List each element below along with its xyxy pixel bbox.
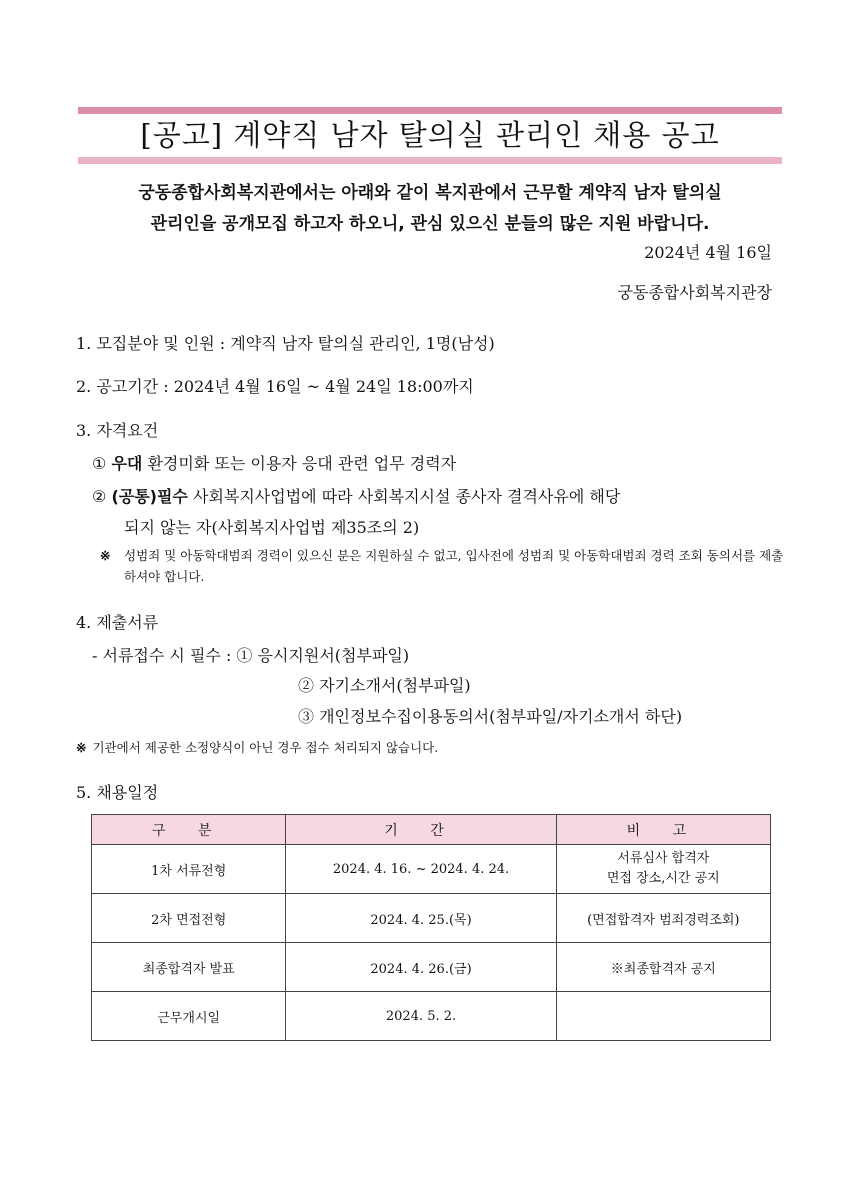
title-bar-bottom xyxy=(78,157,782,164)
stage-cell: 최종합격자 발표 xyxy=(92,943,286,992)
qualification-item-2-continued: 되지 않는 자(사회복지사업법 제35조의 2) xyxy=(124,518,420,537)
notice-date: 2024년 4월 16일 xyxy=(644,243,772,262)
signature: 궁동종합사회복지관장 xyxy=(617,283,772,302)
title-bar-top xyxy=(78,107,782,114)
note-mark: ※ xyxy=(100,548,111,563)
qualification-note xyxy=(100,545,784,587)
item-bold-label: (공통)필수 xyxy=(111,487,188,506)
header-note: 비 고 xyxy=(556,815,770,845)
table-row xyxy=(92,845,771,894)
section-qualifications: 3. 자격요건 xyxy=(76,421,159,440)
section-recruitment: 1. 모집분야 및 인원 : 계약직 남자 탈의실 관리인, 1명(남성) xyxy=(76,334,495,353)
document-item-3: ③ 개인정보수집이용동의서(첨부파일/자기소개서 하단) xyxy=(298,707,683,726)
document-item-2: ② 자기소개서(첨부파일) xyxy=(298,676,471,695)
documents-note xyxy=(76,738,438,756)
note-cell: (면접합격자 범죄경력조회) xyxy=(556,894,770,943)
intro-line-2: 관리인을 공개모집 하고자 하오니, 관심 있으신 분들의 많은 지원 바랍니다. xyxy=(150,214,710,234)
header-stage: 구 분 xyxy=(92,815,286,845)
item-text: 환경미화 또는 이용자 응대 관련 업무 경력자 xyxy=(147,454,457,473)
header-period: 기 간 xyxy=(286,815,556,845)
document-item-1: - 서류접수 시 필수 : ① 응시지원서(첨부파일) xyxy=(92,646,410,665)
qualification-item-2 xyxy=(92,484,620,507)
schedule-table xyxy=(91,814,771,1041)
period-cell: 2024. 4. 26.(금) xyxy=(286,943,556,992)
table-header-row xyxy=(92,815,771,845)
stage-cell: 2차 면접전형 xyxy=(92,894,286,943)
table-row xyxy=(92,894,771,943)
note-text: 성범죄 및 아동학대범죄 경력이 있으신 분은 지원하실 수 없고, 입사전에 성범죄 및 아동학대범죄 경력 조회 동의서를 제출하셔야 합니다. xyxy=(124,548,784,584)
note-cell: ※최종합격자 공지 xyxy=(556,943,770,992)
item-bold-label: 우대 xyxy=(111,454,143,473)
section-period: 2. 공고기간 : 2024년 4월 16일 ~ 4월 24일 18:00까지 xyxy=(76,377,474,396)
period-cell: 2024. 4. 25.(목) xyxy=(286,894,556,943)
table-row xyxy=(92,992,771,1041)
period-cell: 2024. 4. 16. ~ 2024. 4. 24. xyxy=(286,845,556,894)
section-documents: 4. 제출서류 xyxy=(76,613,159,632)
stage-cell: 근무개시일 xyxy=(92,992,286,1041)
stage-cell: 1차 서류전형 xyxy=(92,845,286,894)
note-line-2: 면접 장소,시간 공지 xyxy=(606,871,720,886)
note-mark: ※ xyxy=(76,740,87,755)
period-cell: 2024. 5. 2. xyxy=(286,992,556,1041)
table-row xyxy=(92,943,771,992)
item-text: 사회복지사업법에 따라 사회복지시설 종사자 결격사유에 해당 xyxy=(192,487,621,506)
section-schedule: 5. 채용일정 xyxy=(76,783,159,802)
note-line-1: 서류심사 합격자 xyxy=(617,851,710,866)
note-cell xyxy=(556,845,770,894)
intro-line-1: 궁동종합사회복지관에서는 아래와 같이 복지관에서 근무할 계약직 남자 탈의실 xyxy=(138,183,722,203)
note-cell xyxy=(556,992,770,1041)
item-number: ② xyxy=(92,487,107,506)
page-title: [공고] 계약직 남자 탈의실 관리인 채용 공고 xyxy=(140,118,720,152)
qualification-item-1 xyxy=(92,451,456,474)
item-number: ① xyxy=(92,454,107,473)
note-text: 기관에서 제공한 소정양식이 아닌 경우 접수 처리되지 않습니다. xyxy=(92,740,439,755)
